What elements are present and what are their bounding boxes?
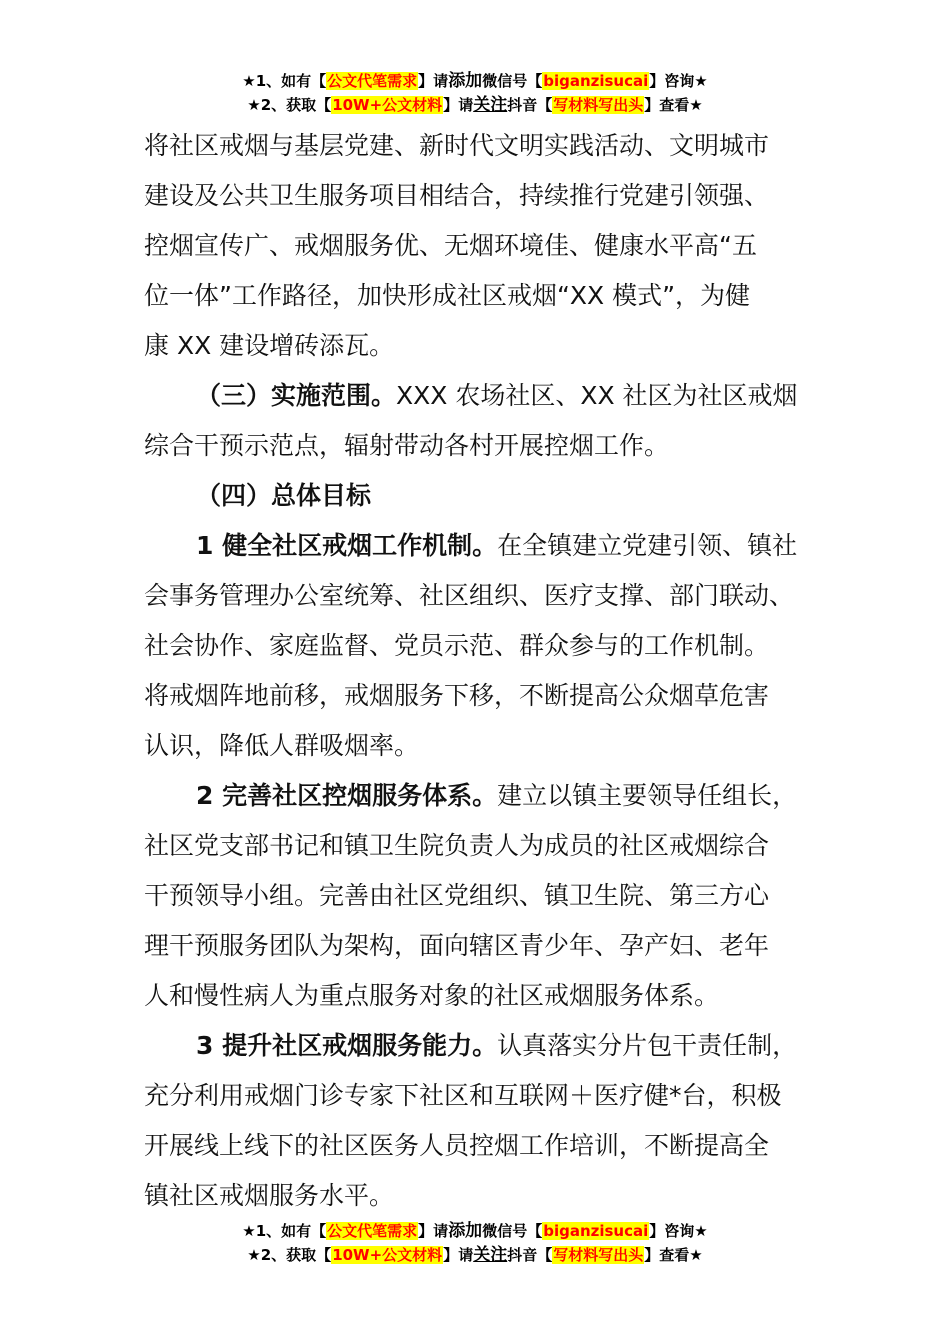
banner-emphasis: 关注 [473,95,508,115]
section-heading: （三）实施范围。 [196,381,397,410]
document-body [144,121,814,1221]
banner-text: ★2、获取【 [247,96,332,114]
banner-emphasis: 添加 [448,71,483,91]
banner-text: ★2、获取【 [247,1246,332,1264]
banner-emphasis: 关注 [473,1245,508,1265]
banner-line-1 [0,69,950,93]
text-line: 控烟宣传广、戒烟服务优、无烟环境佳、健康水平高“五 [144,231,757,260]
banner-text: 微信号【 [482,1222,543,1240]
banner-text: 抖音【 [507,1246,553,1264]
banner-text: 抖音【 [507,96,553,114]
goal-heading: 3 提升社区戒烟服务能力。 [196,1031,498,1060]
banner-text: 】请 [418,72,449,90]
text-line: 社区党支部书记和镇卫生院负责人为成员的社区戒烟综合 [144,831,770,860]
banner-highlight: 公文代笔需求 [327,72,418,90]
text-line: 充分利用戒烟门诊专家下社区和互联网＋医疗健*台，积极 [144,1081,782,1110]
banner-text: 】请 [443,96,474,114]
text-line: 康 XX 建设增砖添瓦。 [144,331,395,360]
section-text: XXX 农场社区、XX 社区为社区戒烟 [396,381,798,410]
banner-highlight: 写材料写出头 [553,1246,644,1264]
banner-text: 】查看★ [644,1246,703,1264]
text-line: 镇社区戒烟服务水平。 [144,1181,395,1210]
banner-text: ★1、如有【 [242,72,327,90]
banner-highlight: 写材料写出头 [553,96,644,114]
banner-highlight: biganzisucai [543,72,649,90]
text-line: 将社区戒烟与基层党建、新时代文明实践活动、文明城市 [144,131,770,160]
top-banner [0,69,950,117]
goal-1-line-1 [144,521,814,571]
text-line: 人和慢性病人为重点服务对象的社区戒烟服务体系。 [144,981,720,1010]
text-line: 开展线上线下的社区医务人员控烟工作培训，不断提高全 [144,1131,770,1160]
goal-text: 在全镇建立党建引领、镇社 [497,531,798,560]
goal-2-line-1 [144,771,814,821]
section-heading: （四）总体目标 [196,481,372,510]
goal-text: 建立以镇主要领导任组长， [497,781,798,810]
text-line: 建设及公共卫生服务项目相结合，持续推行党建引领强、 [144,181,770,210]
banner-emphasis: 添加 [448,1221,483,1241]
banner-highlight: 公文代笔需求 [327,1222,418,1240]
banner-line-2 [0,1243,950,1267]
banner-highlight: 10W+公文材料 [332,96,443,114]
text-line: 位一体”工作路径，加快形成社区戒烟“XX 模式”，为健 [144,281,751,310]
banner-text: 】咨询★ [649,72,708,90]
banner-text: 】请 [443,1246,474,1264]
banner-text: 微信号【 [482,72,543,90]
banner-text: 】咨询★ [649,1222,708,1240]
banner-line-2 [0,93,950,117]
section-3-line-1 [144,371,814,421]
banner-highlight: biganzisucai [543,1222,649,1240]
bottom-banner [0,1219,950,1267]
text-line: 社会协作、家庭监督、党员示范、群众参与的工作机制。 [144,631,770,660]
text-line: 会事务管理办公室统筹、社区组织、医疗支撑、部门联动、 [144,581,795,610]
goal-heading: 1 健全社区戒烟工作机制。 [196,531,498,560]
banner-text: 】请 [418,1222,449,1240]
banner-text: ★1、如有【 [242,1222,327,1240]
text-line: 认识，降低人群吸烟率。 [144,731,420,760]
banner-highlight: 10W+公文材料 [332,1246,443,1264]
text-line: 将戒烟阵地前移，戒烟服务下移，不断提高公众烟草危害 [144,681,770,710]
goal-text: 认真落实分片包干责任制， [497,1031,798,1060]
banner-text: 】查看★ [644,96,703,114]
banner-line-1 [0,1219,950,1243]
goal-heading: 2 完善社区控烟服务体系。 [196,781,498,810]
text-line: 理干预服务团队为架构，面向辖区青少年、孕产妇、老年 [144,931,770,960]
goal-3-line-1 [144,1021,814,1071]
text-line: 干预领导小组。完善由社区党组织、镇卫生院、第三方心 [144,881,770,910]
text-line: 综合干预示范点，辐射带动各村开展控烟工作。 [144,431,670,460]
